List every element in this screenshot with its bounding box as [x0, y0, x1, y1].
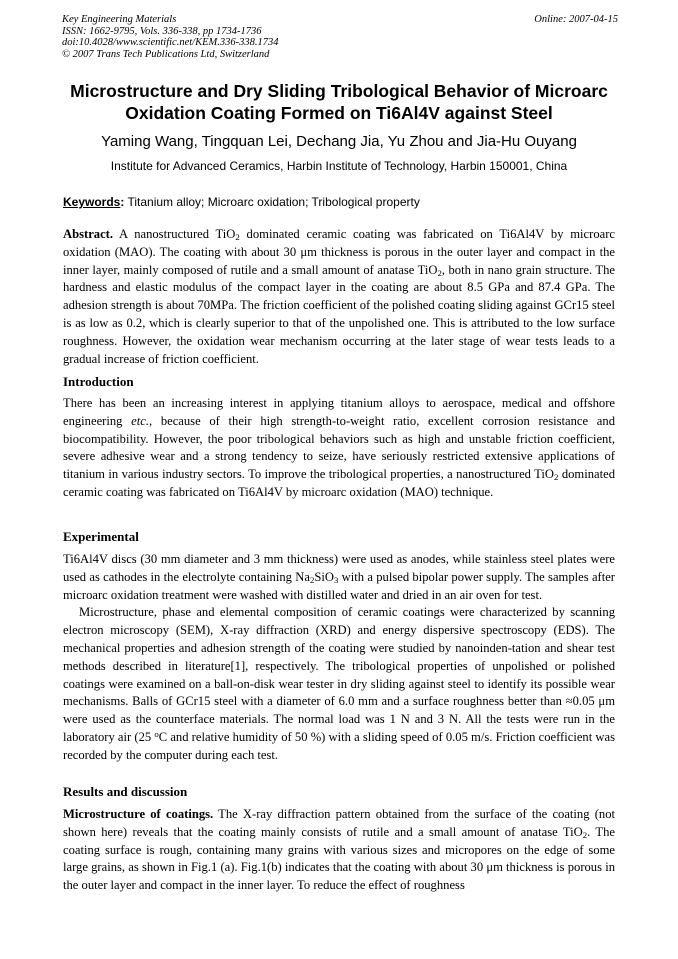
title-line-1: Microstructure and Dry Sliding Tribological Behavior of Microarc [70, 81, 608, 101]
issn-line: ISSN: 1662-9795, Vols. 336-338, pp 1734-1736 [62, 25, 262, 37]
abstract-text-3: , both in nano grain structure. The hardness and elastic modulus of the compact layer in the coating are about 8.5 GPa and 87.4 GPa. The adhesion strength is about 70MPa. The friction coefficient of the polished coating sliding against GCr15 steel is as low as 0.2, which is clearly superior to that of the unpolished one. This is attributed to the low surface roughness. However, the oxidation wear mechanism occurring at the later stage of wear tests leads to a gradual increase of friction coefficient. [63, 262, 615, 366]
results-heading: Results and discussion [63, 784, 188, 799]
abstract-paragraph [63, 226, 615, 368]
exp-p1-text-3: with a pulsed bipolar power supply. The samples after microarc oxidation treatment were washed with distilled water and dried in an air oven for test. [63, 569, 616, 602]
keywords-line [63, 195, 623, 210]
doi-line[interactable]: doi:10.4028/www.scientific.net/KEM.336-338.1734 [62, 37, 279, 48]
copyright-line: © 2007 Trans Tech Publications Ltd, Switzerland [62, 48, 270, 60]
journal-name: Key Engineering Materials [62, 14, 177, 25]
exp-p2-text-1: Microstructure, phase and elemental composition of ceramic coatings were characterized by scanning electron microscopy (SEM), X-ray diffraction (XRD) and energy dispersive spectroscopy (EDS). The mechanical properties and adhesion strength of the coating were studied by nanoinden-tation and shear test methods described in literature[1], respectively. The tribological properties of unpolished or polished coatings were examined on a ball-on-disk wear tester in dry sliding against steel to identify its possible wear mechanisms. Balls of GCr15 steel with a diameter of 6.0 mm and a surface roughness better than ≈0.05 μm were used as the counterface materials. The normal load was 1 N and 3 N. All the tests were run in the laboratory air (25 [63, 605, 615, 744]
author-list: Yaming Wang, Tingquan Lei, Dechang Jia, Yu Zhou and Jia-Hu Ouyang [101, 133, 577, 150]
introduction-heading: Introduction [63, 374, 134, 389]
exp-p1-sub-2: 3 [333, 574, 339, 585]
exp-p1-sub-1: 2 [309, 574, 315, 585]
online-date: Online: 2007-04-15 [534, 14, 618, 25]
intro-text-2: , because of their high strength-to-weight ratio, excellent corrosion resistance and biocompatibility. However, the poor tribological behaviors such as high and unstable friction coefficient, severe adhesive wear and a strong tendency to seize, have seriously restricted extensive applications of titanium in various industry sectors. To improve the tribological properties, a nanostructured TiO [63, 413, 615, 482]
abstract-sub-1: 2 [235, 232, 240, 242]
abstract-label: Abstract. [63, 227, 114, 241]
intro-text-3: dominated ceramic coating was fabricated on Ti6Al4V by microarc oxidation (MAO) technique. [63, 467, 615, 499]
keywords-text: Titanium alloy; Microarc oxidation; Tribological property [124, 195, 420, 209]
experimental-paragraph-1 [63, 551, 615, 604]
introduction-paragraph [63, 395, 615, 502]
abstract-text-1: A nanostructured TiO [113, 227, 236, 241]
affiliation: Institute for Advanced Ceramics, Harbin Institute of Technology, Harbin 150001, China [110, 159, 568, 173]
title-line-2: Oxidation Coating Formed on Ti6Al4V against Steel [125, 103, 553, 123]
results-paragraph [63, 806, 615, 895]
journal-header [62, 14, 618, 60]
results-text-1: The X-ray diffraction pattern obtained from the surface of the coating (not shown here) reveals that the coating mainly consists of rutile and a small amount of anatase TiO [63, 807, 615, 839]
exp-p2-degree-sup: o [154, 728, 159, 739]
experimental-heading: Experimental [63, 529, 139, 544]
results-sub-1: 2 [582, 829, 588, 840]
intro-sub-1: 2 [554, 472, 559, 483]
experimental-paragraphs [63, 551, 615, 765]
paper-title [40, 80, 638, 124]
results-text-2: . The coating surface is rough, containing many grains with various sizes and micropores on the edge of some large grains, as shown in Fig.1 (a). Fig.1(b) indicates that the coating with about 30 μm thickness is porous in the outer layer and compact in the inner layer. To reduce the effect of roughness [63, 824, 615, 893]
keywords-label: Keywords [63, 195, 121, 209]
abstract-sub-2: 2 [437, 267, 442, 278]
keywords-colon: : [120, 195, 125, 209]
abstract-text-2: dominated ceramic coating was fabricated on Ti6Al4V by microarc oxidation (MAO). The coating with about 30 μm thickness is porous in the outer layer and compact in the inner layer, mainly composed of rutile and a small amount of anatase TiO [63, 227, 615, 277]
intro-text-1: There has been an increasing interest in applying titanium alloys to aerospace, medical and offshore engineering [63, 396, 615, 428]
exp-p1-text-2: SiO [314, 569, 334, 584]
exp-p1-text-1: Ti6Al4V discs (30 mm diameter and 3 mm thickness) were used as anodes, while stainless steel plates were used as cathodes in the electrolyte containing Na [63, 552, 615, 584]
exp-p2-text-2: C and relative humidity of 50 %) with a sliding speed of 0.05 m/s. Friction coefficient was recorded by the computer during each test. [63, 729, 615, 762]
microstructure-subheading: Microstructure of coatings. [63, 807, 214, 821]
intro-etc: etc. [131, 413, 149, 428]
experimental-paragraph-2 [63, 604, 615, 764]
